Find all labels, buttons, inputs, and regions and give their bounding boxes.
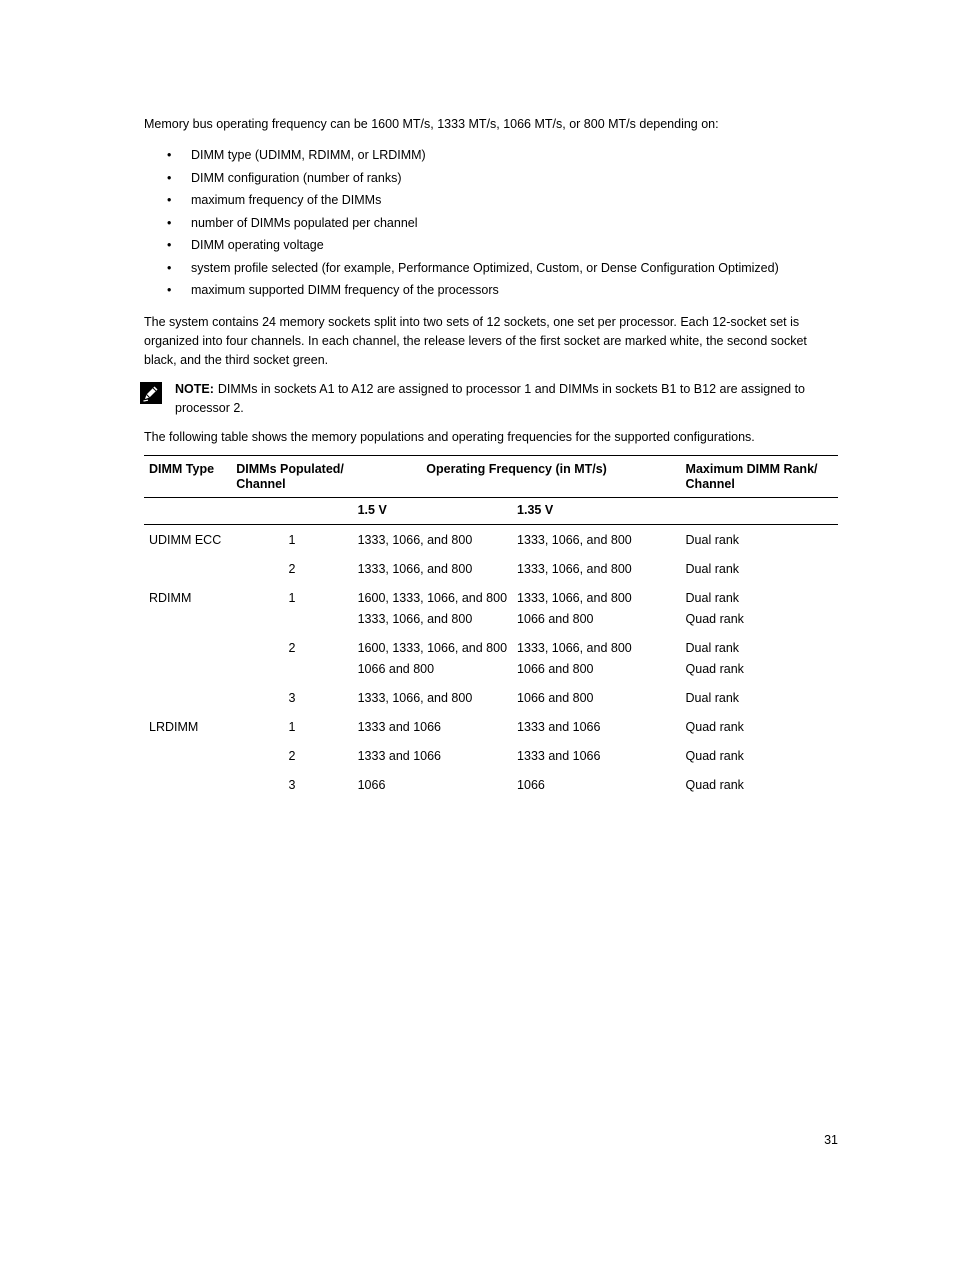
cell-freq-1-5v-line: 1600, 1333, 1066, and 800 <box>357 641 508 655</box>
bullet-icon: • <box>167 170 172 185</box>
cell-freq-1-5v <box>353 583 512 633</box>
cell-dimms-populated: 1 <box>288 533 296 547</box>
cell-dimm-type <box>144 633 231 683</box>
list-item: • number of DIMMs populated per channel <box>144 214 834 237</box>
col-header-operating-frequency: Operating Frequency (in MT/s) <box>353 456 681 498</box>
cell-freq-1-35v-line: 1066 <box>517 778 545 792</box>
list-item: • DIMM operating voltage <box>144 236 834 259</box>
sockets-paragraph: The system contains 24 memory sockets split into two sets of 12 sockets, one set per processor. Each 12-socket set is organized into four channels. In each channel, the release levers of the first socket are marked white, the second socket black, and the third socket green. <box>144 315 807 367</box>
cell-dimm-type <box>144 770 231 799</box>
note-text: NOTE: DIMMs in sockets A1 to A12 are assigned to processor 1 and DIMMs in sockets B1 to B12 are assigned to processor 2. <box>175 382 805 415</box>
bullet-icon: • <box>167 260 172 275</box>
col-header-dimms-populated: DIMMs Populated/ Channel <box>231 456 352 498</box>
cell-freq-1-35v-line: 1066 and 800 <box>517 662 594 676</box>
frequency-factors-list <box>144 146 834 304</box>
cell-dimms-populated: 1 <box>288 591 296 605</box>
cell-freq-1-5v <box>353 525 512 555</box>
cell-dimms-populated: 2 <box>288 641 296 655</box>
table-intro-paragraph: The following table shows the memory populations and operating frequencies for the supported configurations. <box>144 430 755 444</box>
cell-max-rank <box>681 683 838 712</box>
list-item: • maximum supported DIMM frequency of the processors <box>144 281 834 304</box>
cell-freq-1-5v <box>353 741 512 770</box>
col-header-1-5v: 1.5 V <box>353 498 512 525</box>
cell-max-rank-line: Quad rank <box>685 612 744 626</box>
bullet-icon: • <box>167 238 172 252</box>
cell-freq-1-35v <box>512 712 680 741</box>
intro-paragraph: Memory bus operating frequency can be 1600 MT/s, 1333 MT/s, 1066 MT/s, or 800 MT/s depending on: <box>144 117 719 131</box>
cell-max-rank <box>681 633 838 683</box>
cell-freq-1-35v-line: 1333, 1066, and 800 <box>517 533 632 547</box>
cell-freq-1-35v <box>512 525 680 555</box>
table-row <box>144 525 838 555</box>
cell-freq-1-35v-line: 1066 and 800 <box>517 691 594 705</box>
pencil-note-icon <box>140 382 162 404</box>
cell-freq-1-5v <box>353 770 512 799</box>
cell-freq-1-35v-line: 1333 and 1066 <box>517 720 601 734</box>
cell-freq-1-35v-line: 1333, 1066, and 800 <box>517 591 632 605</box>
cell-freq-1-5v-line: 1333 and 1066 <box>357 720 442 734</box>
list-item: • system profile selected (for example, Performance Optimized, Custom, or Dense Configuration Optimized) <box>144 259 834 282</box>
cell-dimms-populated: 2 <box>288 562 296 576</box>
cell-dimm-type: LRDIMM <box>149 720 199 734</box>
cell-freq-1-35v-line: 1333 and 1066 <box>517 749 601 763</box>
cell-freq-1-35v <box>512 583 680 633</box>
cell-max-rank-line: Quad rank <box>685 720 744 734</box>
cell-max-rank-line: Dual rank <box>685 562 740 576</box>
table-row <box>144 554 838 583</box>
cell-freq-1-5v <box>353 712 512 741</box>
cell-freq-1-35v-line: 1066 and 800 <box>517 612 594 626</box>
table-row <box>144 741 838 770</box>
cell-freq-1-35v <box>512 554 680 583</box>
cell-dimm-type: RDIMM <box>149 591 192 605</box>
cell-freq-1-5v-line: 1333, 1066, and 800 <box>357 533 473 547</box>
table-row <box>144 770 838 799</box>
cell-freq-1-5v-line: 1066 <box>357 778 386 792</box>
cell-freq-1-35v-line: 1333, 1066, and 800 <box>517 641 632 655</box>
cell-max-rank <box>681 741 838 770</box>
cell-max-rank-line: Quad rank <box>685 662 744 676</box>
table-row <box>144 712 838 741</box>
cell-freq-1-5v-line: 1333, 1066, and 800 <box>357 612 473 626</box>
cell-max-rank <box>681 583 838 633</box>
col-header-dimm-type: DIMM Type <box>144 456 231 498</box>
cell-freq-1-35v-line: 1333, 1066, and 800 <box>517 562 632 576</box>
cell-dimm-type <box>144 741 231 770</box>
cell-freq-1-5v-line: 1333 and 1066 <box>357 749 442 763</box>
cell-dimms-populated: 3 <box>288 691 296 705</box>
table-row <box>144 583 838 633</box>
cell-max-rank-line: Quad rank <box>685 749 744 763</box>
cell-freq-1-35v <box>512 741 680 770</box>
table-row <box>144 633 838 683</box>
table-body <box>144 525 838 800</box>
page-number: 31 <box>824 1133 838 1147</box>
cell-dimms-populated: 1 <box>288 720 296 734</box>
cell-freq-1-5v <box>353 633 512 683</box>
cell-freq-1-35v <box>512 770 680 799</box>
bullet-icon: • <box>167 148 172 162</box>
cell-dimms-populated: 2 <box>288 749 296 763</box>
memory-population-table <box>144 455 838 799</box>
cell-max-rank <box>681 712 838 741</box>
cell-freq-1-5v <box>353 554 512 583</box>
cell-freq-1-35v <box>512 683 680 712</box>
bullet-icon: • <box>167 283 172 297</box>
cell-max-rank <box>681 770 838 799</box>
cell-dimm-type <box>144 554 231 583</box>
cell-freq-1-5v-line: 1333, 1066, and 800 <box>357 562 473 576</box>
note-label: NOTE: <box>175 382 214 396</box>
cell-max-rank-line: Dual rank <box>685 691 740 705</box>
cell-max-rank-line: Quad rank <box>685 778 744 792</box>
cell-freq-1-35v <box>512 633 680 683</box>
list-item: • maximum frequency of the DIMMs <box>144 191 834 214</box>
table-row <box>144 683 838 712</box>
cell-freq-1-5v <box>353 683 512 712</box>
cell-dimms-populated: 3 <box>288 778 296 792</box>
cell-dimm-type <box>144 683 231 712</box>
cell-max-rank-line: Dual rank <box>685 533 740 547</box>
cell-freq-1-5v-line: 1066 and 800 <box>357 662 435 676</box>
cell-freq-1-5v-line: 1333, 1066, and 800 <box>357 691 473 705</box>
cell-max-rank-line: Dual rank <box>685 641 740 655</box>
cell-max-rank <box>681 554 838 583</box>
bullet-icon: • <box>167 215 172 230</box>
cell-freq-1-5v-line: 1600, 1333, 1066, and 800 <box>357 591 508 605</box>
cell-max-rank-line: Dual rank <box>685 591 740 605</box>
list-item: • DIMM configuration (number of ranks) <box>144 169 834 192</box>
cell-dimm-type: UDIMM ECC <box>149 533 222 547</box>
cell-max-rank <box>681 525 838 555</box>
list-item: • DIMM type (UDIMM, RDIMM, or LRDIMM) <box>144 146 834 169</box>
bullet-icon: • <box>167 193 172 207</box>
col-header-max-rank: Maximum DIMM Rank/ Channel <box>681 456 838 498</box>
col-header-1-35v: 1.35 V <box>512 498 680 525</box>
